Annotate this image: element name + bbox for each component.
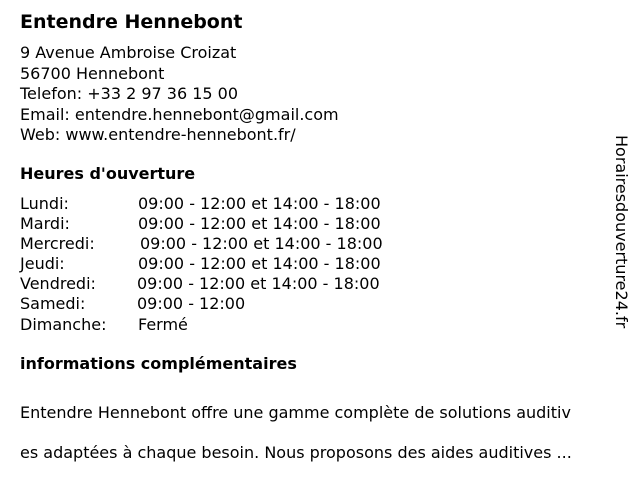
hours-time: 09:00 - 12:00 et 14:00 - 18:00 [138, 214, 381, 234]
site-watermark [612, 135, 632, 345]
description-line: Entendre Hennebont offre une gamme complète de solutions auditiv [20, 403, 571, 422]
email-line: Email: entendre.hennebont@gmail.com [20, 104, 339, 124]
business-description [20, 383, 620, 480]
opening-hours-heading: Heures d'ouverture [20, 164, 196, 183]
watermark-text: Horairesdouverture24.fr [612, 135, 631, 329]
hours-time: 09:00 - 12:00 [137, 294, 246, 314]
hours-time: Fermé [138, 314, 188, 334]
hours-time: 09:00 - 12:00 et 14:00 - 18:00 [138, 254, 381, 274]
business-name: Entendre Hennebont [20, 11, 243, 33]
hours-day: Dimanche: [20, 314, 107, 334]
phone-line: Telefon: +33 2 97 36 15 00 [20, 84, 239, 103]
web-line: Web: www.entendre-hennebont.fr/ [20, 125, 296, 144]
hours-day: Lundi: [20, 194, 69, 213]
hours-day: Mercredi: [20, 234, 95, 254]
hours-time: 09:00 - 12:00 et 14:00 - 18:00 [140, 234, 383, 254]
additional-info-heading: informations complémentaires [20, 354, 297, 373]
hours-day: Vendredi: [20, 274, 96, 294]
address-street: 9 Avenue Ambroise Croizat [20, 43, 237, 62]
hours-time: 09:00 - 12:00 et 14:00 - 18:00 [138, 194, 381, 213]
hours-day: Jeudi: [20, 254, 65, 274]
address-city: 56700 Hennebont [20, 63, 165, 83]
contact-block [20, 43, 339, 146]
hours-time: 09:00 - 12:00 et 14:00 - 18:00 [137, 274, 380, 294]
hours-day: Mardi: [20, 214, 70, 234]
description-line: es adaptées à chaque besoin. Nous proposons des aides auditives ... [20, 443, 572, 462]
hours-day: Samedi: [20, 294, 86, 314]
